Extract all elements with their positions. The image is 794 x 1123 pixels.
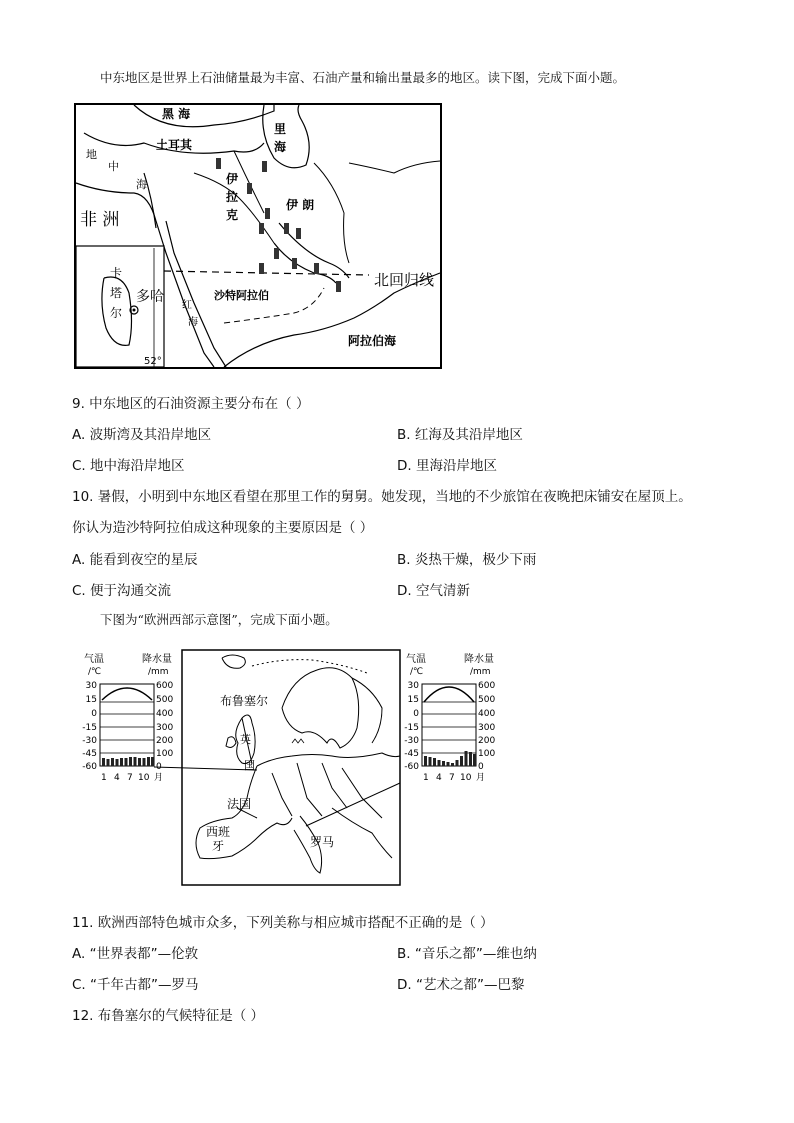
temp-label: 气温 — [84, 654, 104, 665]
temp-tick-2: 15 — [85, 695, 97, 705]
question-9-stem: 9. 中东地区的石油资源主要分布在（ ） — [72, 396, 310, 412]
label-caspian-1: 里 — [274, 122, 287, 136]
q10-option-d[interactable]: D. 空气清新 — [397, 583, 470, 599]
label-longitude: 52° — [144, 356, 162, 367]
month-7: 7 — [127, 773, 133, 783]
q10-option-b[interactable]: B. 炎热干燥，极少下雨 — [397, 552, 537, 568]
temp-tick-right-7: -60 — [404, 762, 419, 772]
q11-option-a[interactable]: A. “世界表都”—伦敦 — [72, 946, 199, 962]
label-turkey: 土耳其 — [156, 138, 193, 152]
label-iraq-1: 伊 — [226, 172, 239, 186]
precip-tick-5: 200 — [156, 736, 174, 746]
label-spain-2: 牙 — [212, 839, 225, 853]
precip-tick-right-2: 500 — [478, 695, 496, 705]
precip-tick-3: 400 — [156, 709, 174, 719]
month-unit-right: 月 — [476, 773, 486, 783]
label-qatar-3: 尔 — [110, 306, 123, 320]
label-africa: 非 洲 — [80, 210, 120, 230]
intro-text-2: 下图为“欧洲西部示意图”，完成下面小题。 — [100, 612, 338, 627]
temp-tick-right-4: -15 — [404, 723, 419, 733]
label-med-2: 中 — [108, 160, 119, 173]
month-4: 4 — [114, 773, 120, 783]
temp-tick-5: -30 — [82, 736, 97, 746]
label-red-sea-2: 海 — [188, 317, 198, 328]
question-10-stem-line1: 10. 暑假，小明到中东地区看望在那里工作的舅舅。她发现，当地的不少旅馆在夜晚把床铺安在屋顶上。 — [72, 489, 692, 505]
precip-unit-right: /mm — [470, 667, 491, 677]
temp-unit-right: /℃ — [410, 667, 424, 677]
label-red-sea-1: 红 — [182, 300, 192, 311]
temp-tick-right-6: -45 — [404, 749, 419, 759]
q9-option-a[interactable]: A. 波斯湾及其沿岸地区 — [72, 427, 212, 443]
temp-tick-right-1: 30 — [407, 681, 419, 691]
month-right-1: 1 — [423, 773, 429, 783]
precip-tick-right-3: 400 — [478, 709, 496, 719]
temp-tick-right-3: 0 — [413, 709, 419, 719]
precip-unit: /mm — [148, 667, 169, 677]
temp-label-right: 气温 — [406, 654, 426, 665]
label-qatar-1: 卡 — [110, 266, 123, 280]
label-caspian-2: 海 — [274, 140, 287, 154]
label-black-sea: 黑 海 — [162, 107, 191, 121]
q9-option-b[interactable]: B. 红海及其沿岸地区 — [397, 427, 523, 443]
q9-option-c[interactable]: C. 地中海沿岸地区 — [72, 458, 185, 474]
precip-label: 降水量 — [142, 654, 172, 665]
label-uk-1: 英 — [240, 733, 251, 746]
climate-chart-left — [82, 652, 173, 783]
precip-tick-1: 600 — [156, 681, 174, 691]
label-tropic: 北回归线 — [374, 271, 435, 289]
label-arabian-sea: 阿拉伯海 — [348, 334, 397, 348]
temp-tick-right-5: -30 — [404, 736, 419, 746]
q11-option-b[interactable]: B. “音乐之都”—维也纳 — [397, 946, 537, 962]
month-right-4: 4 — [436, 773, 442, 783]
q10-option-a[interactable]: A. 能看到夜空的星辰 — [72, 552, 198, 568]
precip-tick-6: 100 — [156, 749, 174, 759]
label-spain-1: 西班 — [206, 825, 231, 839]
month-unit: 月 — [154, 773, 164, 783]
climate-chart-right — [404, 652, 495, 783]
month-10: 10 — [138, 773, 150, 783]
temp-tick-4: -15 — [82, 723, 97, 733]
question-10-stem-line2: 你认为造沙特阿拉伯成这种现象的主要原因是（ ） — [72, 520, 374, 536]
temp-tick-right-2: 15 — [407, 695, 419, 705]
q11-option-d[interactable]: D. “艺术之都”—巴黎 — [397, 977, 525, 993]
label-iran: 伊 朗 — [286, 198, 315, 212]
label-brussels: 布鲁塞尔 — [220, 694, 269, 708]
label-med-3: 海 — [136, 178, 147, 191]
precip-label-right: 降水量 — [464, 654, 494, 665]
precip-tick-right-6: 100 — [478, 749, 496, 759]
label-iraq-2: 拉 — [226, 190, 239, 204]
temp-tick-6: -45 — [82, 749, 97, 759]
month-right-10: 10 — [460, 773, 472, 783]
precip-tick-right-7: 0 — [478, 762, 484, 772]
label-france: 法国 — [227, 797, 252, 811]
precip-tick-2: 500 — [156, 695, 174, 705]
question-12-stem: 12. 布鲁塞尔的气候特征是（ ） — [72, 1008, 265, 1024]
q11-option-c[interactable]: C. “千年古都”—罗马 — [72, 977, 199, 993]
q10-option-c[interactable]: C. 便于沟通交流 — [72, 583, 172, 599]
month-1: 1 — [101, 773, 107, 783]
label-saudi: 沙特阿拉伯 — [214, 289, 269, 302]
label-doha: 多哈 — [136, 289, 164, 305]
temp-unit: /℃ — [88, 667, 102, 677]
precip-tick-7: 0 — [156, 762, 162, 772]
western-europe-map — [82, 648, 506, 886]
intro-text-1: 中东地区是世界上石油储量最为丰富、石油产量和输出量最多的地区。读下图，完成下面小题。 — [100, 70, 626, 85]
precip-tick-4: 300 — [156, 723, 174, 733]
question-11-stem: 11. 欧洲西部特色城市众多，下列美称与相应城市搭配不正确的是（ ） — [72, 915, 494, 931]
label-qatar-2: 塔 — [110, 286, 123, 300]
label-iraq-3: 克 — [226, 208, 239, 222]
temp-tick-1: 30 — [85, 681, 97, 691]
precip-tick-right-1: 600 — [478, 681, 496, 691]
precip-tick-right-5: 200 — [478, 736, 496, 746]
q9-option-d[interactable]: D. 里海沿岸地区 — [397, 458, 497, 474]
label-rome: 罗马 — [310, 835, 335, 849]
precip-tick-right-4: 300 — [478, 723, 496, 733]
label-uk-2: 国 — [244, 759, 255, 772]
temp-tick-3: 0 — [91, 709, 97, 719]
month-right-7: 7 — [449, 773, 455, 783]
middle-east-map — [74, 103, 442, 369]
label-med-1: 地 — [86, 148, 97, 161]
temp-tick-7: -60 — [82, 762, 97, 772]
